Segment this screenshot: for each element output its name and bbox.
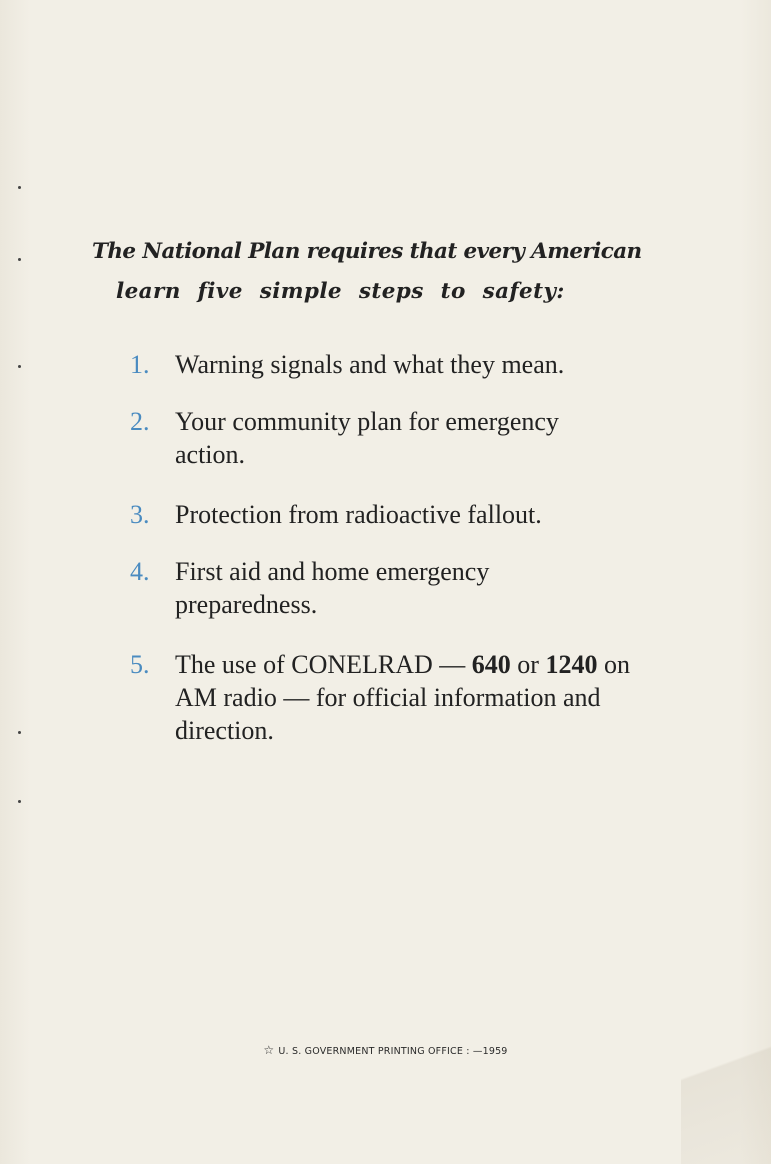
step-number: 3. — [130, 500, 150, 529]
step-text-part: on AM radio — for official information and direction. — [175, 650, 630, 745]
step-text: Your community plan for emergency action. — [175, 407, 559, 469]
margin-mark — [18, 186, 21, 189]
intro-heading — [92, 232, 692, 312]
list-item — [130, 648, 630, 747]
step-text — [175, 648, 630, 747]
star-icon: ☆ — [263, 1043, 275, 1057]
list-item — [130, 498, 630, 531]
step-number: 1. — [130, 350, 150, 379]
frequency-640: 640 — [471, 650, 511, 679]
margin-mark — [18, 800, 21, 803]
step-text: Protection from radioactive fallout. — [175, 500, 542, 529]
list-item — [130, 555, 630, 621]
frequency-1240: 1240 — [545, 650, 598, 679]
step-text: Warning signals and what they mean. — [175, 350, 565, 379]
intro-line-2: learn five simple steps to safety: — [116, 279, 565, 304]
printing-office-imprint — [0, 1043, 771, 1057]
step-text-part: or — [510, 650, 546, 679]
step-number: 4. — [130, 557, 150, 586]
imprint-text: U. S. GOVERNMENT PRINTING OFFICE : —1959 — [278, 1046, 508, 1057]
intro-line-1: The National Plan requires that every American — [92, 239, 642, 264]
margin-mark — [18, 365, 21, 368]
list-item — [130, 405, 630, 471]
step-number: 5. — [130, 650, 150, 679]
step-text-part: The use of CONELRAD — — [175, 650, 472, 679]
step-text: First aid and home emergency preparedness. — [175, 557, 490, 619]
margin-mark — [18, 258, 21, 261]
step-number: 2. — [130, 407, 150, 436]
margin-mark — [18, 731, 21, 734]
steps-list — [130, 348, 630, 774]
list-item — [130, 348, 630, 381]
